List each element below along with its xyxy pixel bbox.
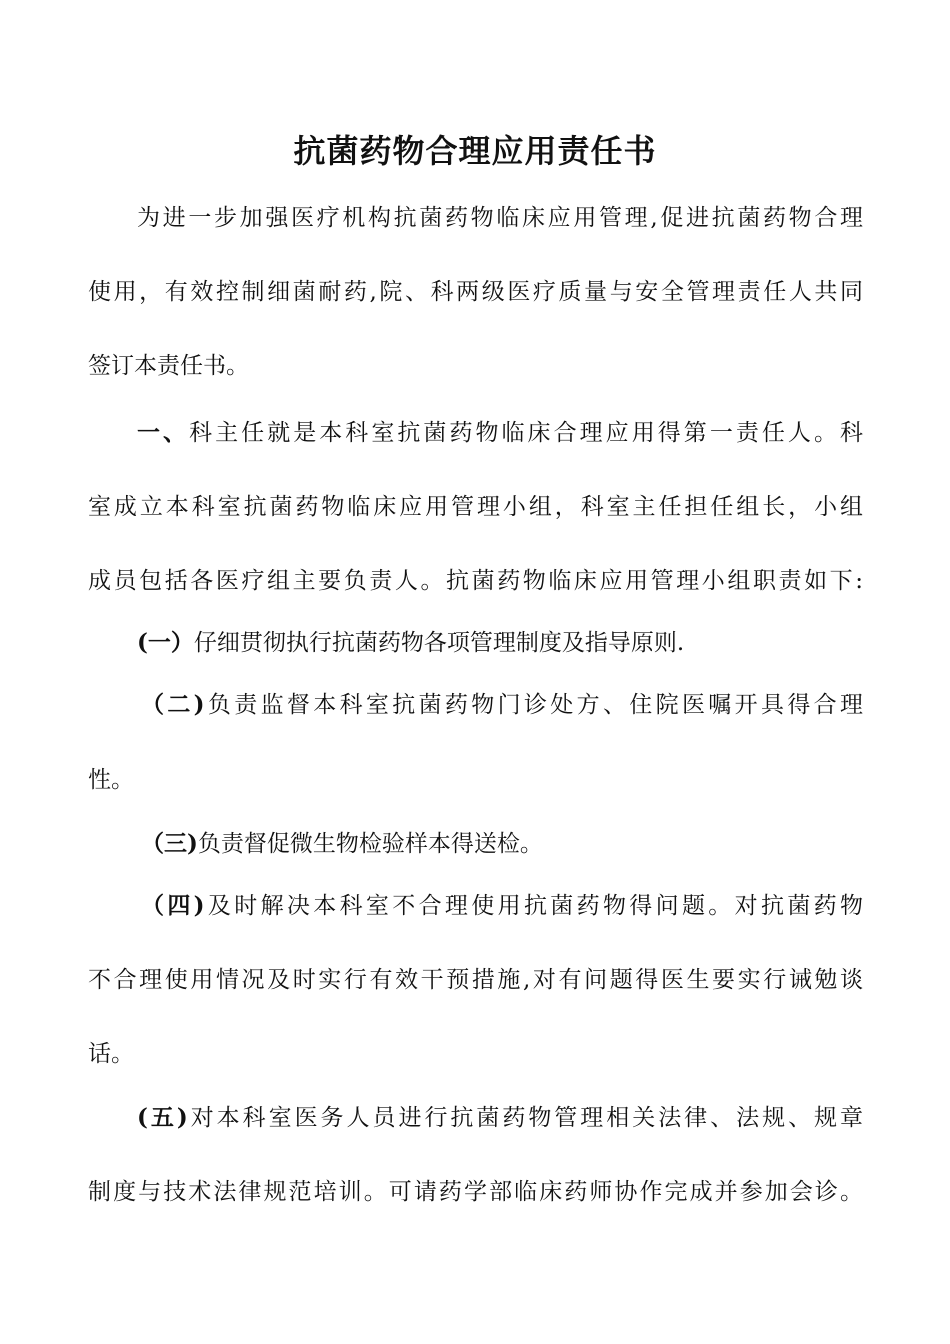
item-2-text: 负责监督本科室抗菌药物门诊处方、住院医嘱开具得合理: [204, 692, 863, 718]
intro-line-3: 签订本责任书。: [88, 353, 249, 379]
item-3-text: 负责督促微生物检验样本得送检。: [197, 831, 543, 857]
section-1-line-2: 室成立本科室抗菌药物临床应用管理小组，科室主任担任组长，小组: [88, 494, 863, 520]
item-2-line-1: [141, 688, 863, 722]
item-2-line-2: 性。: [88, 767, 134, 793]
item-4-line-3: 话。: [88, 1041, 134, 1067]
item-3-line-1: [141, 827, 863, 861]
item-4-marker: （四): [141, 892, 205, 919]
item-5-text: 对本科室医务人员进行抗菌药物管理相关法律、法规、规章: [187, 1105, 864, 1131]
item-5-marker: (五): [137, 1104, 188, 1131]
section-1-text: 科主任就是本科室抗菌药物临床合理应用得第一责任人。科: [189, 420, 864, 446]
section-1-line-3: 成员包括各医疗组主要负责人。抗菌药物临床应用管理小组职责如下:: [88, 568, 863, 594]
item-3-marker: （三): [141, 830, 198, 857]
item-4-text: 及时解决本科室不合理使用抗菌药物得问题。对抗菌药物: [204, 893, 863, 919]
intro-line-2: 使用，有效控制细菌耐药,院、科两级医疗质量与安全管理责任人共同: [88, 279, 863, 305]
item-5-line-2: 制度与技术法律规范培训。可请药学部临床药师协作完成并参加会诊。: [88, 1179, 863, 1205]
section-1-line-1: [137, 416, 863, 450]
item-1-marker: (一）: [137, 629, 194, 656]
item-1-line-1: [137, 626, 863, 660]
intro-line-1: 为进一步加强医疗机构抗菌药物临床应用管理,促进抗菌药物合理: [137, 205, 863, 231]
item-5-line-1: [137, 1101, 863, 1135]
item-4-line-1: [141, 889, 863, 923]
item-2-marker: （二): [141, 691, 205, 718]
section-1-marker: 一、: [137, 419, 190, 446]
item-1-text: 仔细贯彻执行抗菌药物各项管理制度及指导原则.: [193, 630, 685, 656]
item-4-line-2: 不合理使用情况及时实行有效干预措施,对有问题得医生要实行诫勉谈: [88, 967, 863, 993]
document-title: 抗菌药物合理应用责任书: [293, 132, 657, 170]
